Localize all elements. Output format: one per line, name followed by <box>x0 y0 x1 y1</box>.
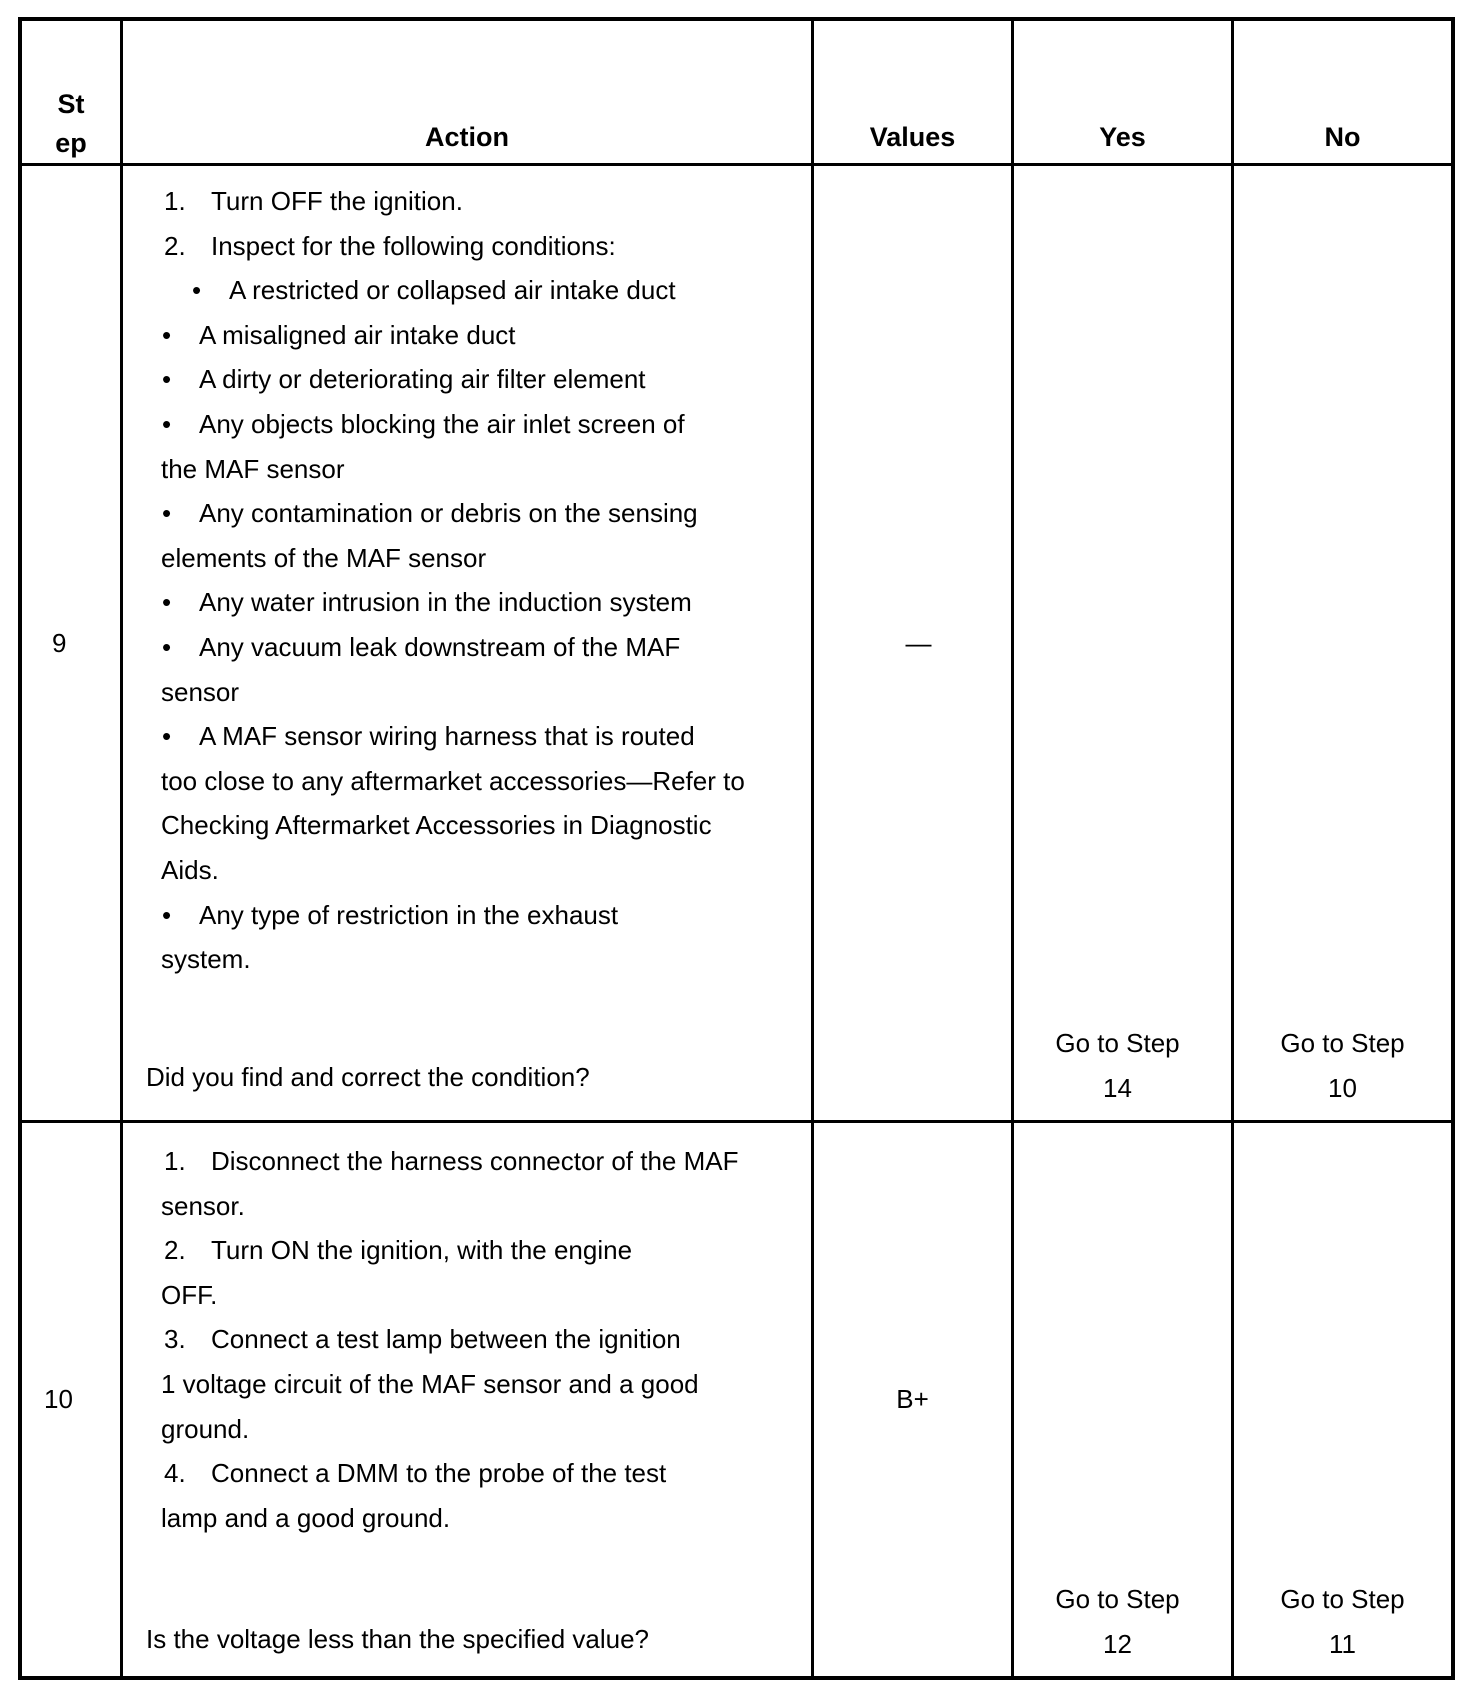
no-goto-step[interactable]: 11 <box>1329 1628 1356 1659</box>
values-cell: — <box>905 627 932 658</box>
bullet-item <box>148 580 781 625</box>
no-cell <box>1234 1123 1451 1676</box>
action-cell <box>123 166 811 1120</box>
step-marker: 2. <box>164 1235 186 1266</box>
line-text: the MAF sensor <box>161 453 345 484</box>
bullet-item <box>148 357 781 402</box>
action-cell <box>123 1123 811 1676</box>
table-rule-right <box>1451 17 1455 1680</box>
step-marker: 3. <box>164 1324 186 1355</box>
no-goto-step[interactable]: 10 <box>1328 1072 1357 1103</box>
line-text: A restricted or collapsed air intake duct <box>229 275 676 306</box>
bullet-item <box>148 491 781 536</box>
yes-goto-step[interactable]: 12 <box>1103 1628 1132 1659</box>
action-steps <box>148 179 781 982</box>
line-text: system. <box>161 944 251 975</box>
bullet-item <box>148 625 781 670</box>
continuation-line <box>148 937 781 982</box>
yes-cell <box>1014 1123 1231 1676</box>
line-text: lamp and a good ground. <box>161 1502 451 1533</box>
numbered-step <box>148 1451 781 1496</box>
continuation-line <box>148 759 781 804</box>
bullet-item <box>148 402 781 447</box>
continuation-line <box>148 670 781 715</box>
numbered-step <box>148 179 781 224</box>
line-text: Checking Aftermarket Accessories in Diagnostic <box>161 810 712 841</box>
values-cell: B+ <box>896 1384 929 1414</box>
line-text: Turn ON the ignition, with the engine <box>211 1235 633 1266</box>
header-action: Action <box>425 122 509 152</box>
bullet-item <box>148 313 781 358</box>
continuation-line <box>148 447 781 492</box>
line-text: Any objects blocking the air inlet screen of <box>199 408 685 439</box>
continuation-line <box>148 1273 781 1318</box>
header-yes: Yes <box>1099 122 1146 152</box>
line-text: Aids. <box>161 854 219 885</box>
header-step: St ep <box>55 89 87 158</box>
bullet-marker: • <box>162 319 172 350</box>
step-marker: 2. <box>164 230 186 261</box>
bullet-marker: • <box>162 631 172 662</box>
yes-goto-label[interactable]: Go to Step <box>1055 1584 1180 1614</box>
table-rule-bottom <box>18 1676 1455 1680</box>
line-text: Disconnect the harness connector of the MAF <box>211 1146 739 1176</box>
line-text: Any type of restriction in the exhaust <box>199 899 619 930</box>
continuation-line <box>148 1362 781 1407</box>
line-text: elements of the MAF sensor <box>161 542 487 573</box>
numbered-step <box>148 224 781 269</box>
step-marker: 1. <box>164 186 186 216</box>
bullet-item <box>148 893 781 938</box>
question-text: Did you find and correct the condition? <box>146 1062 590 1092</box>
line-text: Any contamination or debris on the sensing <box>199 498 698 529</box>
no-goto-label[interactable]: Go to Step <box>1280 1028 1405 1058</box>
bullet-marker: • <box>162 408 172 439</box>
bullet-marker: • <box>162 899 172 930</box>
line-text: sensor. <box>161 1190 245 1221</box>
numbered-step <box>148 1139 781 1184</box>
continuation-line <box>148 803 781 848</box>
bullet-marker: • <box>162 587 172 618</box>
question-text: Is the voltage less than the specified value? <box>146 1624 649 1654</box>
continuation-line <box>148 1496 781 1541</box>
bullet-marker: • <box>162 364 172 395</box>
continuation-line <box>148 536 781 581</box>
yes-goto-label[interactable]: Go to Step <box>1055 1028 1180 1058</box>
line-text: sensor <box>161 676 240 707</box>
line-text: 1 voltage circuit of the MAF sensor and a good <box>161 1368 699 1399</box>
step-number: 9 <box>52 627 67 658</box>
no-cell <box>1234 166 1451 1120</box>
bullet-marker: • <box>162 498 172 529</box>
continuation-line <box>148 848 781 893</box>
line-text: too close to any aftermarket accessories—Refer to <box>161 765 745 796</box>
step-marker: 1. <box>164 1146 186 1176</box>
numbered-step <box>148 1317 781 1362</box>
bullet-item <box>148 714 781 759</box>
line-text: Connect a test lamp between the ignition <box>211 1324 681 1355</box>
line-text: A dirty or deteriorating air filter element <box>199 364 646 395</box>
step-number: 10 <box>44 1384 73 1414</box>
header-values: Values <box>869 122 956 152</box>
bullet-marker: • <box>162 721 172 752</box>
line-text: Connect a DMM to the probe of the test <box>211 1458 667 1489</box>
step-marker: 4. <box>164 1458 186 1489</box>
line-text: Turn OFF the ignition. <box>211 186 463 216</box>
line-text: Inspect for the following conditions: <box>211 230 616 261</box>
line-text: Any vacuum leak downstream of the MAF <box>199 631 681 662</box>
line-text: ground. <box>161 1413 250 1444</box>
no-goto-label[interactable]: Go to Step <box>1280 1584 1405 1614</box>
continuation-line <box>148 1184 781 1229</box>
continuation-line <box>148 1407 781 1452</box>
yes-cell <box>1014 166 1231 1120</box>
action-steps <box>148 1139 781 1540</box>
yes-goto-step[interactable]: 14 <box>1103 1072 1132 1103</box>
bullet-item <box>148 268 781 313</box>
header-no: No <box>1324 122 1361 152</box>
line-text: OFF. <box>161 1279 218 1310</box>
bullet-marker: • <box>192 275 202 306</box>
line-text: A misaligned air intake duct <box>199 319 516 350</box>
line-text: A MAF sensor wiring harness that is routed <box>199 721 695 752</box>
line-text: Any water intrusion in the induction system <box>199 587 692 618</box>
numbered-step <box>148 1228 781 1273</box>
